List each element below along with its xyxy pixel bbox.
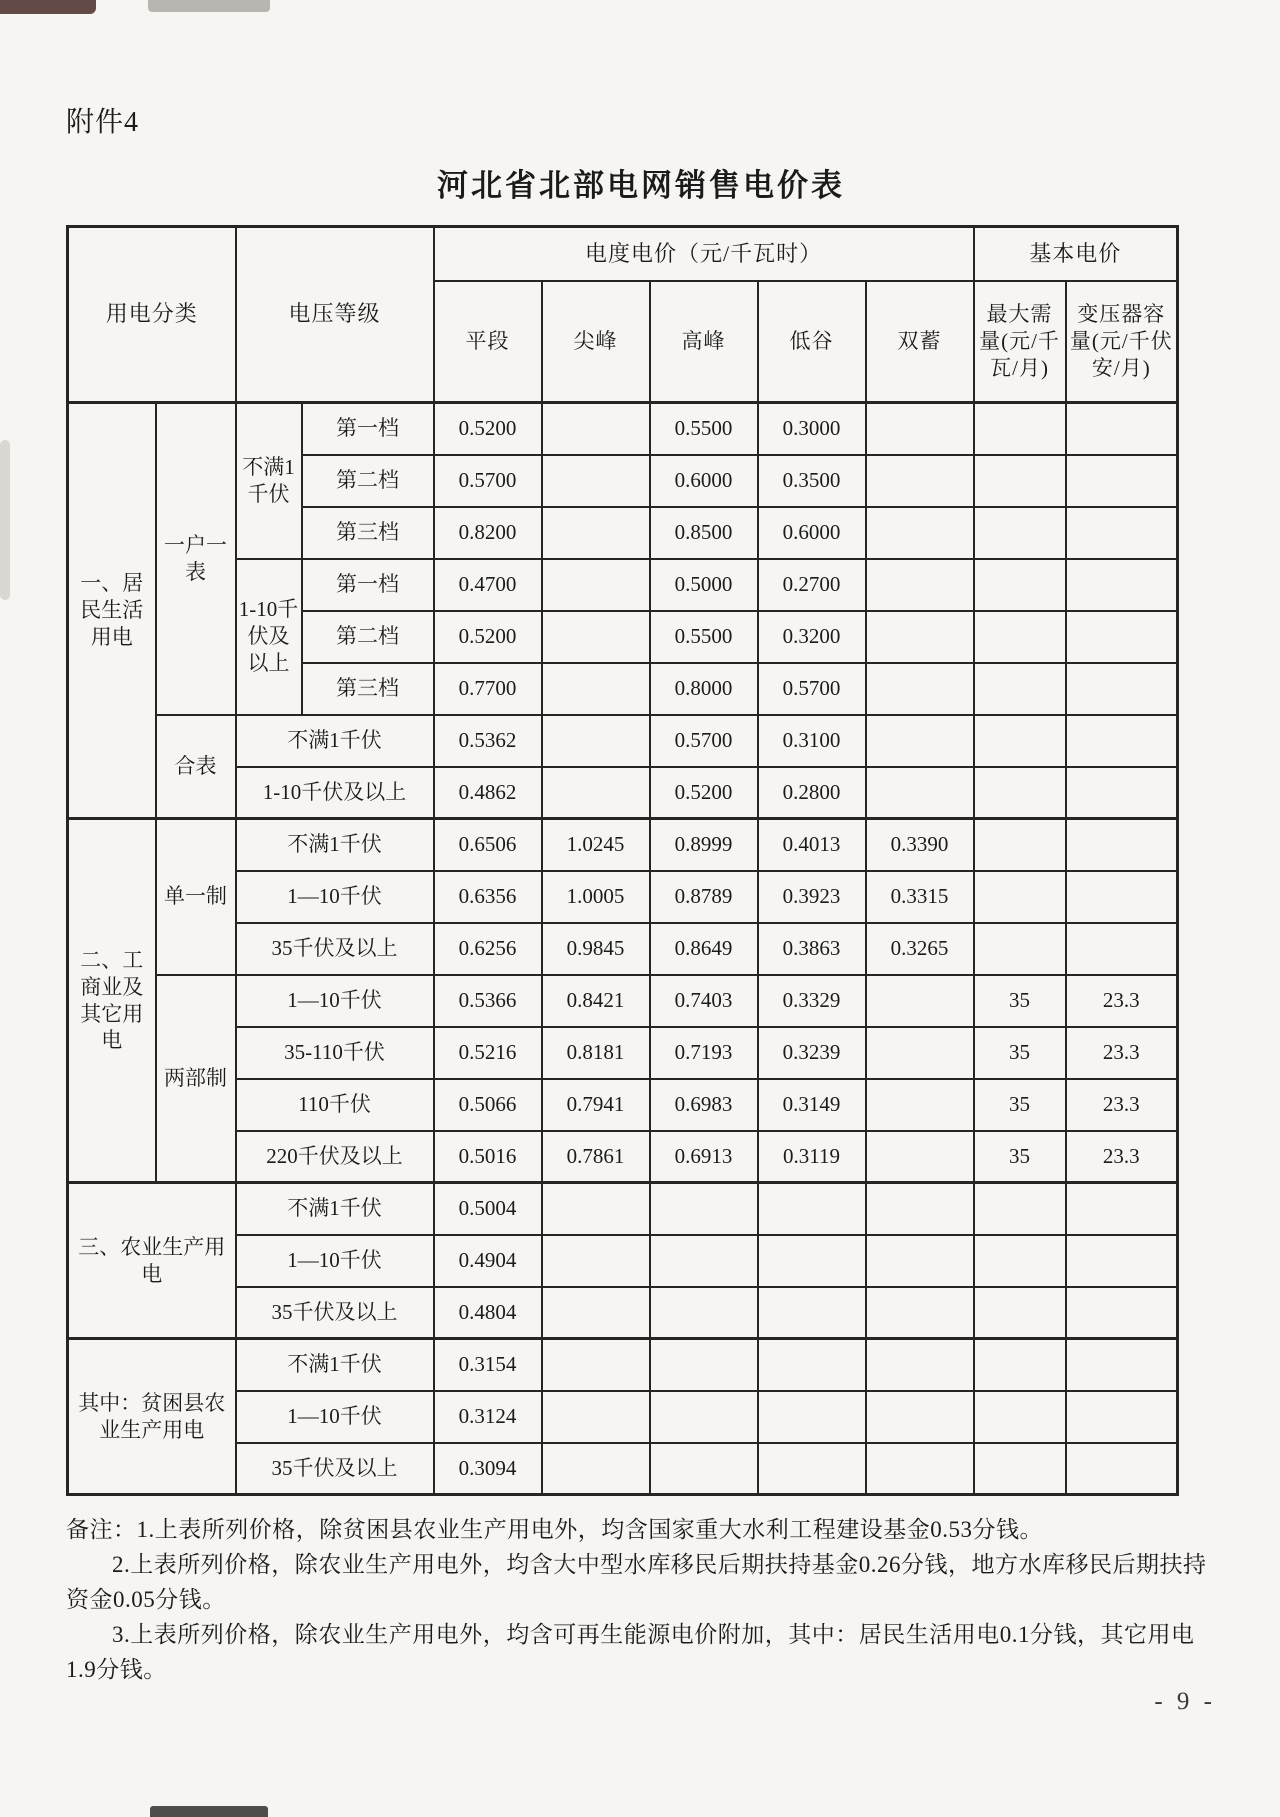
empty-cell — [866, 715, 974, 767]
price-cell: 0.3239 — [758, 1027, 866, 1079]
price-cell: 0.5000 — [650, 559, 758, 611]
price-cell: 0.7700 — [434, 663, 542, 715]
empty-cell — [650, 1339, 758, 1391]
price-cell: 0.5200 — [434, 403, 542, 455]
empty-cell — [974, 403, 1066, 455]
price-cell: 0.5500 — [650, 403, 758, 455]
voltage-level-cell: 1—10千伏 — [236, 871, 434, 923]
price-cell: 0.3315 — [866, 871, 974, 923]
price-cell: 0.3265 — [866, 923, 974, 975]
empty-cell — [542, 611, 650, 663]
header-dual-storage: 双蓄 — [866, 281, 974, 403]
price-cell: 0.5016 — [434, 1131, 542, 1183]
empty-cell — [1066, 767, 1178, 819]
price-cell: 0.4700 — [434, 559, 542, 611]
empty-cell — [758, 1339, 866, 1391]
page-number: - 9 - — [1154, 1688, 1216, 1715]
empty-cell — [758, 1443, 866, 1495]
empty-cell — [866, 1235, 974, 1287]
empty-cell — [974, 611, 1066, 663]
empty-cell — [650, 1443, 758, 1495]
empty-cell — [650, 1391, 758, 1443]
empty-cell — [542, 1287, 650, 1339]
price-cell: 0.3124 — [434, 1391, 542, 1443]
empty-cell — [1066, 455, 1178, 507]
price-cell: 0.6000 — [650, 455, 758, 507]
empty-cell — [1066, 1287, 1178, 1339]
voltage-level-cell: 不满1千伏 — [236, 819, 434, 871]
price-cell: 0.5700 — [650, 715, 758, 767]
price-cell: 0.5500 — [650, 611, 758, 663]
voltage-level-cell: 35千伏及以上 — [236, 923, 434, 975]
empty-cell — [542, 1235, 650, 1287]
price-cell: 0.8500 — [650, 507, 758, 559]
price-cell: 1.0245 — [542, 819, 650, 871]
electricity-price-table — [66, 225, 1179, 1496]
empty-cell — [1066, 663, 1178, 715]
page-content — [66, 0, 1216, 1687]
price-cell: 0.5216 — [434, 1027, 542, 1079]
table-row — [68, 1183, 1178, 1235]
empty-cell — [866, 1131, 974, 1183]
voltage-level-cell: 35-110千伏 — [236, 1027, 434, 1079]
empty-cell — [974, 1235, 1066, 1287]
empty-cell — [650, 1235, 758, 1287]
price-cell: 23.3 — [1066, 1079, 1178, 1131]
empty-cell — [974, 767, 1066, 819]
footnote-3: 3.上表所列价格，除农业生产用电外，均含可再生能源电价附加，其中：居民生活用电0.1分钱，其它用电1.9分钱。 — [66, 1622, 1195, 1682]
empty-cell — [866, 403, 974, 455]
price-cell: 35 — [974, 1079, 1066, 1131]
price-cell: 0.3149 — [758, 1079, 866, 1131]
empty-cell — [974, 1183, 1066, 1235]
price-cell: 0.5362 — [434, 715, 542, 767]
price-cell: 0.9845 — [542, 923, 650, 975]
header-sharp-peak: 尖峰 — [542, 281, 650, 403]
table-row — [68, 1339, 1178, 1391]
empty-cell — [866, 1287, 974, 1339]
table-row — [68, 975, 1178, 1027]
empty-cell — [974, 559, 1066, 611]
empty-cell — [866, 1391, 974, 1443]
price-table-body — [68, 403, 1178, 1495]
empty-cell — [542, 663, 650, 715]
empty-cell — [758, 1235, 866, 1287]
voltage-level-cell: 不满1千伏 — [236, 403, 302, 559]
price-cell: 0.2800 — [758, 767, 866, 819]
price-cell: 0.5366 — [434, 975, 542, 1027]
price-cell: 0.6256 — [434, 923, 542, 975]
price-cell: 0.5200 — [434, 611, 542, 663]
empty-cell — [542, 403, 650, 455]
price-cell: 1.0005 — [542, 871, 650, 923]
empty-cell — [866, 1443, 974, 1495]
empty-cell — [974, 507, 1066, 559]
tier-cell: 第三档 — [302, 507, 434, 559]
usage-category-cell: 三、农业生产用电 — [68, 1183, 236, 1339]
price-cell: 0.3100 — [758, 715, 866, 767]
empty-cell — [974, 455, 1066, 507]
tier-cell: 第二档 — [302, 611, 434, 663]
empty-cell — [866, 663, 974, 715]
scan-artifact-left-smear — [0, 440, 10, 600]
price-cell: 0.3923 — [758, 871, 866, 923]
price-cell: 0.6913 — [650, 1131, 758, 1183]
empty-cell — [1066, 1183, 1178, 1235]
empty-cell — [542, 507, 650, 559]
usage-category-cell: 其中：贫困县农业生产用电 — [68, 1339, 236, 1495]
tier-cell: 第三档 — [302, 663, 434, 715]
price-cell: 23.3 — [1066, 1027, 1178, 1079]
price-cell: 35 — [974, 1027, 1066, 1079]
price-cell: 0.8421 — [542, 975, 650, 1027]
table-row — [68, 403, 1178, 455]
empty-cell — [866, 975, 974, 1027]
header-transformer-capacity: 变压器容量(元/千伏安/月) — [1066, 281, 1178, 403]
empty-cell — [542, 455, 650, 507]
usage-category-cell: 二、工商业及其它用电 — [68, 819, 156, 1183]
empty-cell — [758, 1287, 866, 1339]
footnote-1: 备注：1.上表所列价格，除贫困县农业生产用电外，均含国家重大水利工程建设基金0.53分钱。 — [66, 1517, 1043, 1542]
header-usage-category: 用电分类 — [68, 227, 236, 403]
empty-cell — [542, 1183, 650, 1235]
price-cell: 0.3000 — [758, 403, 866, 455]
empty-cell — [1066, 819, 1178, 871]
header-peak: 高峰 — [650, 281, 758, 403]
voltage-level-cell: 35千伏及以上 — [236, 1287, 434, 1339]
empty-cell — [866, 1079, 974, 1131]
price-cell: 0.7403 — [650, 975, 758, 1027]
empty-cell — [974, 1391, 1066, 1443]
empty-cell — [974, 715, 1066, 767]
empty-cell — [542, 1443, 650, 1495]
empty-cell — [1066, 507, 1178, 559]
table-row — [68, 715, 1178, 767]
empty-cell — [866, 559, 974, 611]
empty-cell — [542, 559, 650, 611]
price-cell: 0.5700 — [434, 455, 542, 507]
price-cell: 23.3 — [1066, 975, 1178, 1027]
empty-cell — [542, 767, 650, 819]
table-row — [68, 819, 1178, 871]
header-flat-period: 平段 — [434, 281, 542, 403]
meter-type-cell: 一户一表 — [156, 403, 236, 715]
header-basic-price-group: 基本电价 — [974, 227, 1178, 281]
empty-cell — [1066, 871, 1178, 923]
usage-category-cell: 一、居民生活用电 — [68, 403, 156, 819]
page-title: 河北省北部电网销售电价表 — [437, 168, 845, 203]
price-cell: 0.3200 — [758, 611, 866, 663]
voltage-level-cell: 1-10千伏及以上 — [236, 767, 434, 819]
price-cell: 0.3500 — [758, 455, 866, 507]
attachment-label: 附件4 — [66, 107, 140, 138]
empty-cell — [650, 1183, 758, 1235]
price-cell: 0.5004 — [434, 1183, 542, 1235]
price-cell: 0.8789 — [650, 871, 758, 923]
header-voltage-level: 电压等级 — [236, 227, 434, 403]
price-cell: 0.6000 — [758, 507, 866, 559]
empty-cell — [1066, 1391, 1178, 1443]
empty-cell — [1066, 1443, 1178, 1495]
price-cell: 0.3154 — [434, 1339, 542, 1391]
voltage-level-cell: 1-10千伏及以上 — [236, 559, 302, 715]
empty-cell — [1066, 715, 1178, 767]
empty-cell — [866, 455, 974, 507]
voltage-level-cell: 不满1千伏 — [236, 1339, 434, 1391]
voltage-level-cell: 1—10千伏 — [236, 975, 434, 1027]
empty-cell — [866, 767, 974, 819]
price-cell: 0.5066 — [434, 1079, 542, 1131]
price-cell: 0.8649 — [650, 923, 758, 975]
price-cell: 0.3094 — [434, 1443, 542, 1495]
price-cell: 0.3329 — [758, 975, 866, 1027]
price-cell: 35 — [974, 1131, 1066, 1183]
footnote-2: 2.上表所列价格，除农业生产用电外，均含大中型水库移民后期扶持基金0.26分钱，地方水库移民后期扶持资金0.05分钱。 — [66, 1552, 1207, 1612]
empty-cell — [974, 871, 1066, 923]
empty-cell — [974, 1287, 1066, 1339]
footnotes — [66, 1512, 1216, 1687]
empty-cell — [1066, 923, 1178, 975]
price-cell: 0.4013 — [758, 819, 866, 871]
header-row-groups — [68, 227, 1178, 281]
empty-cell — [974, 1443, 1066, 1495]
empty-cell — [1066, 611, 1178, 663]
price-cell: 0.3119 — [758, 1131, 866, 1183]
tier-cell: 第一档 — [302, 559, 434, 611]
price-cell: 0.4804 — [434, 1287, 542, 1339]
price-cell: 0.8000 — [650, 663, 758, 715]
empty-cell — [1066, 1339, 1178, 1391]
voltage-level-cell: 220千伏及以上 — [236, 1131, 434, 1183]
empty-cell — [974, 663, 1066, 715]
empty-cell — [974, 819, 1066, 871]
meter-type-cell: 单一制 — [156, 819, 236, 975]
price-cell: 0.2700 — [758, 559, 866, 611]
voltage-level-cell: 1—10千伏 — [236, 1235, 434, 1287]
empty-cell — [1066, 403, 1178, 455]
empty-cell — [866, 1027, 974, 1079]
empty-cell — [1066, 559, 1178, 611]
price-cell: 23.3 — [1066, 1131, 1178, 1183]
empty-cell — [1066, 1235, 1178, 1287]
header-max-demand: 最大需量(元/千瓦/月) — [974, 281, 1066, 403]
empty-cell — [650, 1287, 758, 1339]
empty-cell — [974, 1339, 1066, 1391]
price-cell: 0.3390 — [866, 819, 974, 871]
price-cell: 0.8181 — [542, 1027, 650, 1079]
price-cell: 0.6506 — [434, 819, 542, 871]
price-cell: 35 — [974, 975, 1066, 1027]
price-cell: 0.6983 — [650, 1079, 758, 1131]
price-cell: 0.3863 — [758, 923, 866, 975]
price-cell: 0.5200 — [650, 767, 758, 819]
voltage-level-cell: 110千伏 — [236, 1079, 434, 1131]
price-cell: 0.7861 — [542, 1131, 650, 1183]
meter-type-cell: 两部制 — [156, 975, 236, 1183]
empty-cell — [542, 715, 650, 767]
price-cell: 0.5700 — [758, 663, 866, 715]
empty-cell — [866, 611, 974, 663]
price-cell: 0.7941 — [542, 1079, 650, 1131]
empty-cell — [866, 1339, 974, 1391]
empty-cell — [758, 1391, 866, 1443]
voltage-level-cell: 1—10千伏 — [236, 1391, 434, 1443]
empty-cell — [974, 923, 1066, 975]
voltage-level-cell: 不满1千伏 — [236, 715, 434, 767]
price-cell: 0.8200 — [434, 507, 542, 559]
price-cell: 0.7193 — [650, 1027, 758, 1079]
header-valley: 低谷 — [758, 281, 866, 403]
table-header — [68, 227, 1178, 403]
tier-cell: 第一档 — [302, 403, 434, 455]
empty-cell — [866, 1183, 974, 1235]
empty-cell — [758, 1183, 866, 1235]
price-cell: 0.4904 — [434, 1235, 542, 1287]
price-cell: 0.8999 — [650, 819, 758, 871]
scan-artifact-bottom-bar — [150, 1806, 268, 1817]
header-energy-price-group: 电度电价（元/千瓦时） — [434, 227, 974, 281]
price-cell: 0.6356 — [434, 871, 542, 923]
tier-cell: 第二档 — [302, 455, 434, 507]
meter-type-cell: 合表 — [156, 715, 236, 819]
empty-cell — [542, 1339, 650, 1391]
price-cell: 0.4862 — [434, 767, 542, 819]
empty-cell — [866, 507, 974, 559]
voltage-level-cell: 不满1千伏 — [236, 1183, 434, 1235]
voltage-level-cell: 35千伏及以上 — [236, 1443, 434, 1495]
empty-cell — [542, 1391, 650, 1443]
